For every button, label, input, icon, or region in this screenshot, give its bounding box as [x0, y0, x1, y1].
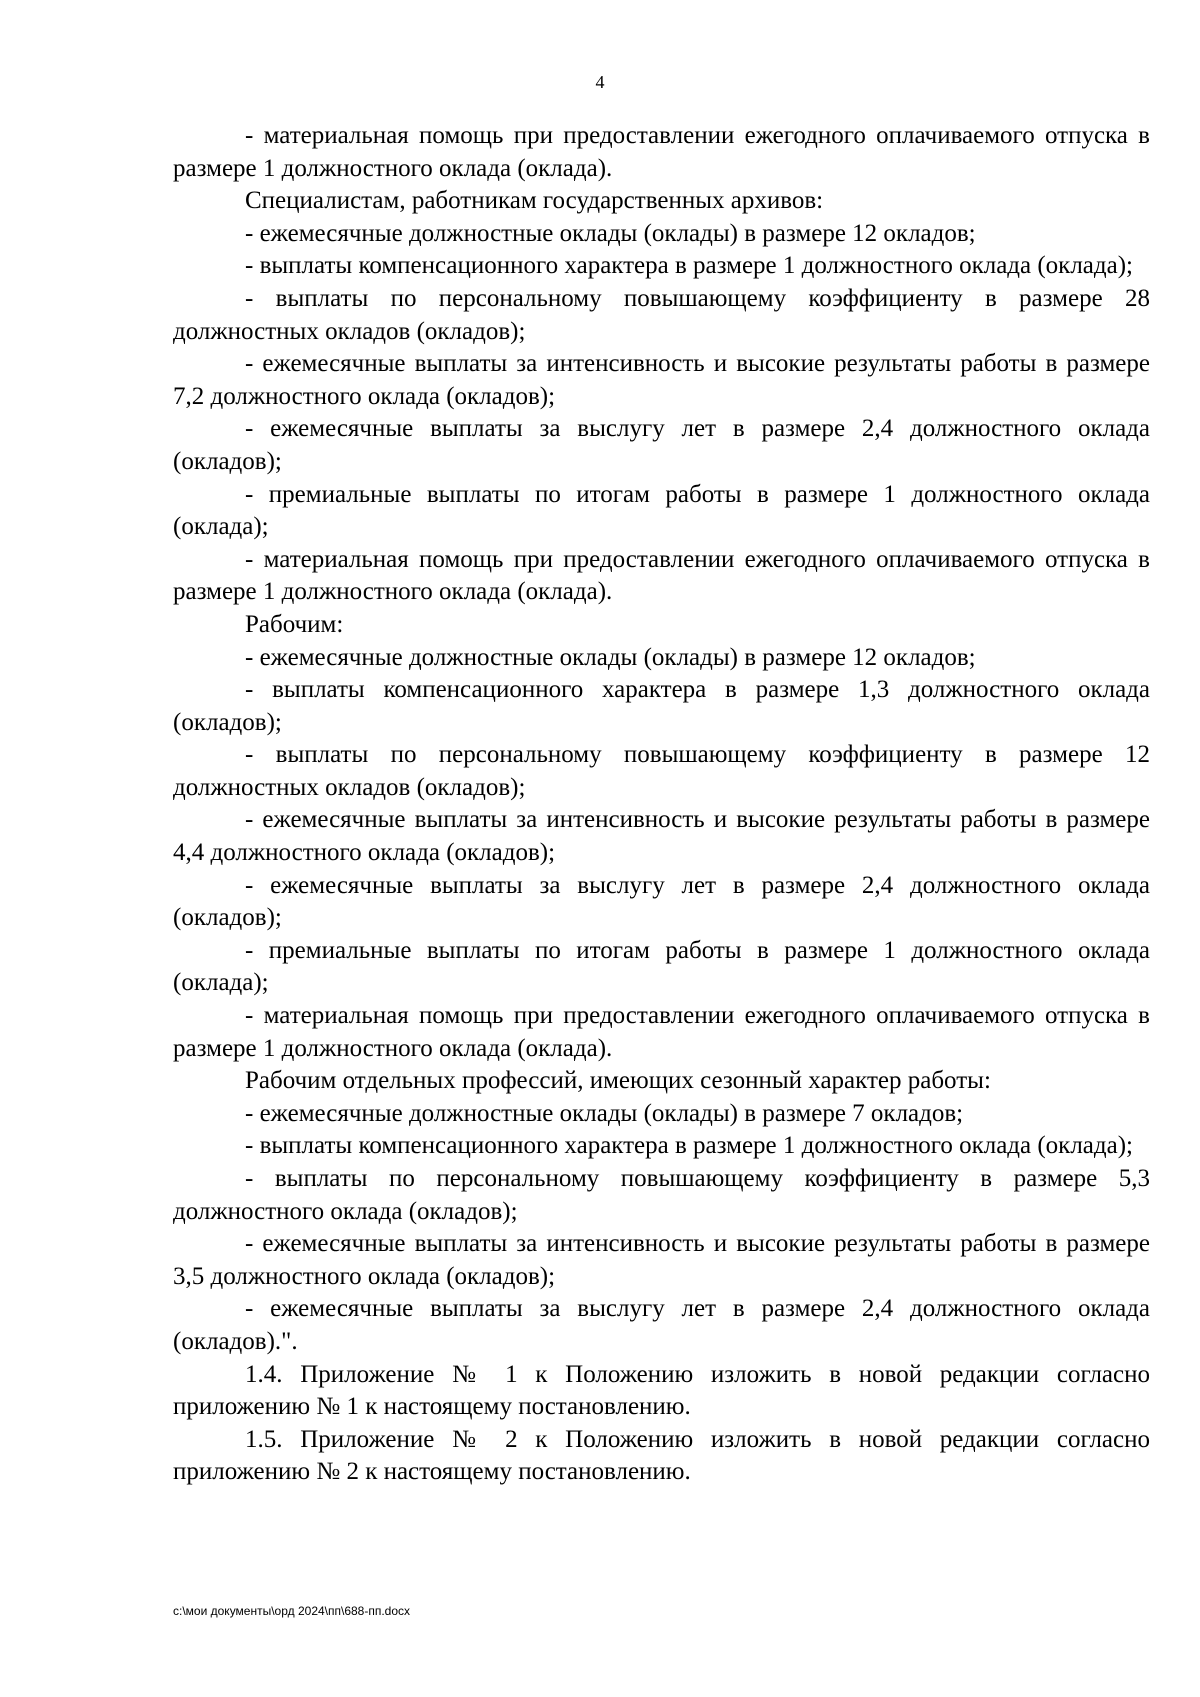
- body-paragraph: - выплаты по персональному повышающему коэффициенту в размере 5,3 должностного оклада (окладов);: [173, 1165, 1150, 1225]
- body-paragraph: - выплаты компенсационного характера в размере 1,3 должностного оклада (окладов);: [173, 676, 1150, 736]
- body-paragraph: - выплаты компенсационного характера в размере 1 должностного оклада (оклада);: [245, 252, 1133, 280]
- body-paragraph: - ежемесячные должностные оклады (оклады) в размере 7 окладов;: [245, 1099, 964, 1127]
- body-paragraph: - ежемесячные выплаты за выслугу лет в размере 2,4 должностного оклада (окладов).".: [173, 1295, 1150, 1355]
- body-paragraph: Рабочим отдельных профессий, имеющих сезонный характер работы:: [245, 1067, 991, 1095]
- body-paragraph: Специалистам, работникам государственных архивов:: [245, 187, 824, 215]
- body-paragraph: - материальная помощь при предоставлении ежегодного оплачиваемого отпуска в размере 1 должностного оклада (оклада).: [173, 545, 1150, 606]
- body-paragraph: - ежемесячные выплаты за выслугу лет в размере 2,4 должностного оклада (окладов);: [173, 871, 1150, 932]
- body-paragraph: - премиальные выплаты по итогам работы в размере 1 должностного оклада (оклада);: [173, 480, 1150, 541]
- body-paragraph: - ежемесячные должностные оклады (оклады) в размере 12 окладов;: [245, 643, 976, 671]
- body-paragraph: - ежемесячные выплаты за интенсивность и высокие результаты работы в размере 7,2 должностного оклада (окладов);: [173, 350, 1150, 410]
- body-paragraph: - выплаты по персональному повышающему коэффициенту в размере 12 должностных окладов (окладов);: [173, 741, 1150, 801]
- body-paragraph: Рабочим:: [245, 610, 344, 638]
- body-paragraph: 1.4. Приложение № 1 к Положению изложить в новой редакции согласно приложению № 1 к настоящему постановлению.: [173, 1360, 1150, 1421]
- footer-file-path: c:\мои документы\орд 2024\пп\688-пп.docx: [173, 1604, 411, 1618]
- body-paragraph: - ежемесячные должностные оклады (оклады) в размере 12 окладов;: [245, 219, 976, 247]
- document-body: [173, 120, 1150, 1489]
- body-paragraph: 1.5. Приложение № 2 к Положению изложить в новой редакции согласно приложению № 2 к настоящему постановлению.: [173, 1425, 1150, 1486]
- body-paragraph: - ежемесячные выплаты за интенсивность и высокие результаты работы в размере 3,5 должностного оклада (окладов);: [173, 1230, 1150, 1290]
- body-paragraph: - ежемесячные выплаты за интенсивность и высокие результаты работы в размере 4,4 должностного оклада (окладов);: [173, 806, 1150, 867]
- body-paragraph: - материальная помощь при предоставлении ежегодного оплачиваемого отпуска в размере 1 должностного оклада (оклада).: [173, 122, 1150, 182]
- body-paragraph: - ежемесячные выплаты за выслугу лет в размере 2,4 должностного оклада (окладов);: [173, 415, 1150, 475]
- body-paragraph: - выплаты компенсационного характера в размере 1 должностного оклада (оклада);: [245, 1132, 1133, 1160]
- body-paragraph: - премиальные выплаты по итогам работы в размере 1 должностного оклада (оклада);: [173, 936, 1150, 997]
- page-number: 4: [595, 72, 605, 92]
- body-paragraph: - выплаты по персональному повышающему коэффициенту в размере 28 должностных окладов (окладов);: [173, 284, 1150, 345]
- body-paragraph: - материальная помощь при предоставлении ежегодного оплачиваемого отпуска в размере 1 должностного оклада (оклада).: [173, 1002, 1150, 1062]
